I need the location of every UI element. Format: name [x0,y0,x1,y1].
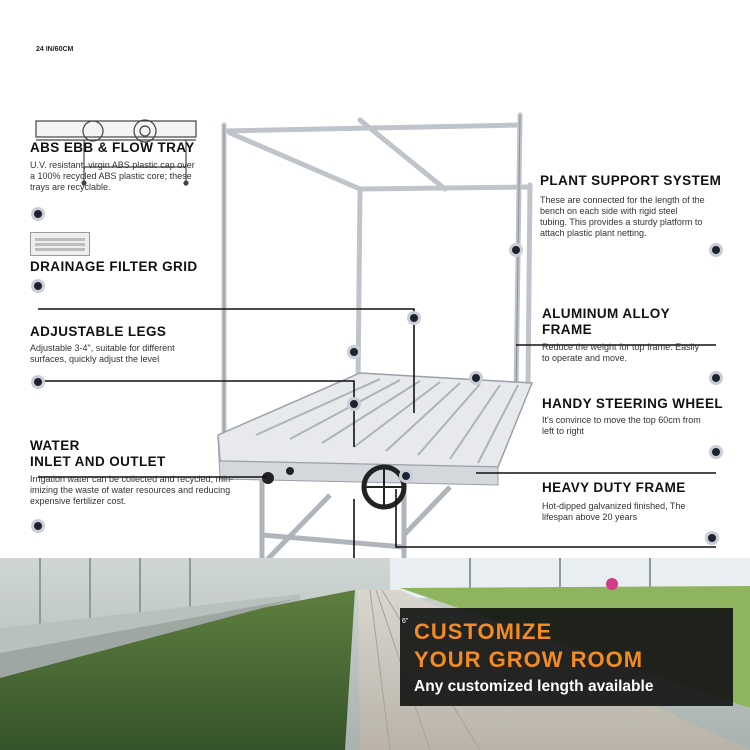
promo-subtitle: Any customized length available [414,678,654,695]
callout-dot-water-point [347,397,361,411]
promo-line-2: YOUR GROW ROOM [414,647,644,672]
feature-title-legs: ADJUSTABLE LEGS [30,324,167,339]
thumbnail-dimension-label: 24 IN/60CM [36,46,74,53]
callout-dot-wheel [709,445,723,459]
drainage-grid-image [30,232,90,256]
feature-desc-abs-tray: U.V. resistant, virgin ABS plastic cap over a 100% recycled ABS plastic core; these trays are recyclable. [30,160,195,192]
customize-promo-banner [400,608,733,706]
feature-desc-heavy-frame: Hot-dipped galvanized finished, The lifespan above 20 years [542,501,686,522]
callout-dot-drainage [31,279,45,293]
feature-desc-wheel: It's convince to move the top 60cm from left to right [542,415,701,436]
size-marker-label: 6" [402,618,409,625]
feature-title-water: WATER INLET AND OUTLET [30,438,166,469]
feature-title-frame: ALUMINUM ALLOY FRAME [542,306,671,337]
feature-desc-plant-support: These are connected for the length of the bench on each side with rigid steel tubing. This provides a sturdy platform to attach plastic plant netting. [540,195,705,238]
feature-title-wheel: HANDY STEERING WHEEL [542,396,724,411]
callout-dot-heavy-point [399,469,413,483]
callout-dot-plant-support [709,243,723,257]
feature-desc-legs: Adjustable 3-4", suitable for different surfaces, quickly adjust the level [30,343,175,364]
promo-line-1: CUSTOMIZE [414,619,553,644]
feature-title-drainage: DRAINAGE FILTER GRID [30,259,198,274]
callout-dot-frame [709,371,723,385]
feature-desc-frame: Reduce the weight for top frame. Easily to operate and move. [542,342,700,363]
callout-dot-water [31,519,45,533]
callout-dot-legs-point [347,345,361,359]
feature-title-heavy-frame: HEAVY DUTY FRAME [542,480,686,495]
callout-dot-support-point [509,243,523,257]
feature-desc-water: Irrigation water can be collected and recycled, min- imizing the waste of water resources and reducing expensive fertilizer cost. [30,474,234,506]
callout-dot-frame-point [469,371,483,385]
feature-title-plant-support: PLANT SUPPORT SYSTEM [540,173,722,188]
callout-dot-tray-point [407,311,421,325]
feature-title-abs-tray: ABS EBB & FLOW TRAY [30,140,195,155]
callout-dot-legs [31,375,45,389]
callout-dot-abs-tray [31,207,45,221]
callout-dot-heavy-frame [705,531,719,545]
